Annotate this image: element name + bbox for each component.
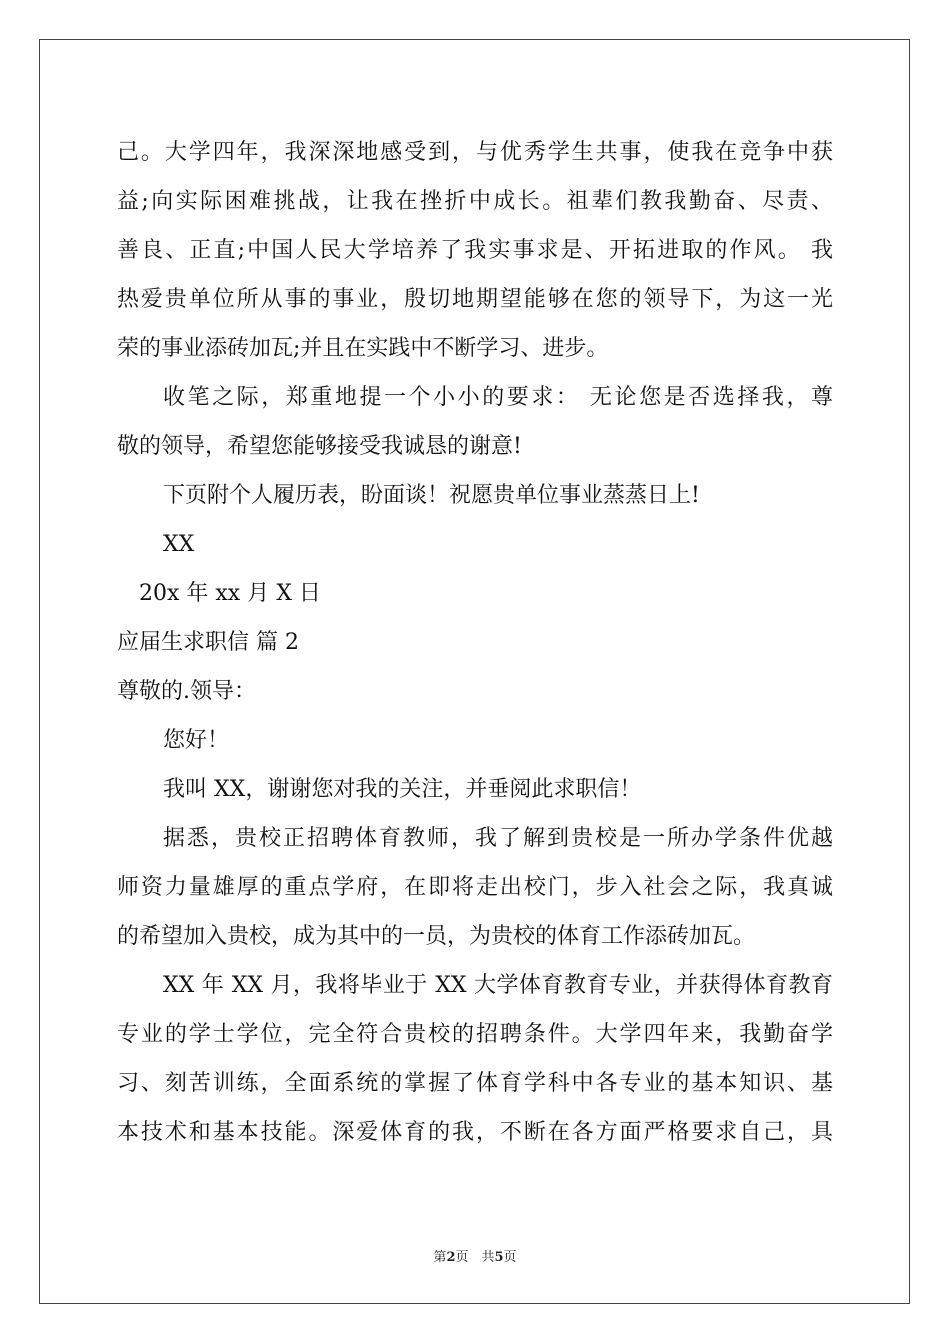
greeting: 您好！ — [163, 728, 230, 753]
total-page-number: 5 — [494, 1250, 504, 1265]
paragraph-line: 善良、正直;中国人民大学培养了我实事求是、开拓进取的作风。 我 — [117, 238, 833, 263]
paragraph-line: 习、刻苦训练，全面系统的掌握了体育学科中各专业的基本知识、基 — [117, 1071, 833, 1096]
paragraph-line: 我叫 XX，谢谢您对我的关注，并垂阅此求职信！ — [163, 777, 642, 802]
salutation: 尊敬的.领导： — [117, 679, 256, 704]
paragraph-line: 据悉，贵校正招聘体育教师，我了解到贵校是一所办学条件优越 — [163, 826, 833, 851]
section-title: 应届生求职信 篇 2 — [117, 630, 299, 655]
signature: XX — [163, 532, 195, 557]
paragraph-line: 下页附个人履历表，盼面谈！祝愿贵单位事业蒸蒸日上! — [163, 483, 700, 508]
document-body — [117, 128, 833, 1157]
footer-prefix: 第 — [433, 1250, 447, 1265]
paragraph-line: XX 年 XX 月，我将毕业于 XX 大学体育教育专业，并获得体育教育 — [163, 973, 833, 998]
paragraph-line: 热爱贵单位所从事的事业，殷切地期望能够在您的领导下，为这一光 — [117, 287, 833, 312]
paragraph-line: 专业的学士学位，完全符合贵校的招聘条件。大学四年来，我勤奋学 — [117, 1022, 833, 1047]
paragraph-line: 益;向实际困难挑战，让我在挫折中成长。祖辈们教我勤奋、尽责、 — [117, 189, 833, 214]
date: 20x 年 xx 月 X 日 — [139, 581, 321, 606]
paragraph-line: 敬的领导，希望您能够接受我诚恳的谢意! — [117, 434, 522, 459]
paragraph-line: 荣的事业添砖加瓦;并且在实践中不断学习、进步。 — [117, 336, 609, 361]
paragraph-line: 收笔之际，郑重地提一个小小的要求： 无论您是否选择我，尊 — [163, 385, 833, 410]
footer-suffix: 页 — [503, 1250, 517, 1265]
footer-mid: 页 共 — [455, 1250, 495, 1265]
paragraph-line: 的希望加入贵校，成为其中的一员，为贵校的体育工作添砖加瓦。 — [117, 924, 756, 949]
paragraph-line: 师资力量雄厚的重点学府，在即将走出校门，步入社会之际，我真诚 — [117, 875, 833, 900]
current-page-number: 2 — [446, 1250, 456, 1265]
paragraph-line: 本技术和基本技能。深爱体育的我，不断在各方面严格要求自己，具 — [117, 1120, 833, 1145]
paragraph-line: 己。大学四年，我深深地感受到，与优秀学生共事，使我在竞争中获 — [117, 140, 833, 165]
page-footer — [0, 1246, 950, 1265]
